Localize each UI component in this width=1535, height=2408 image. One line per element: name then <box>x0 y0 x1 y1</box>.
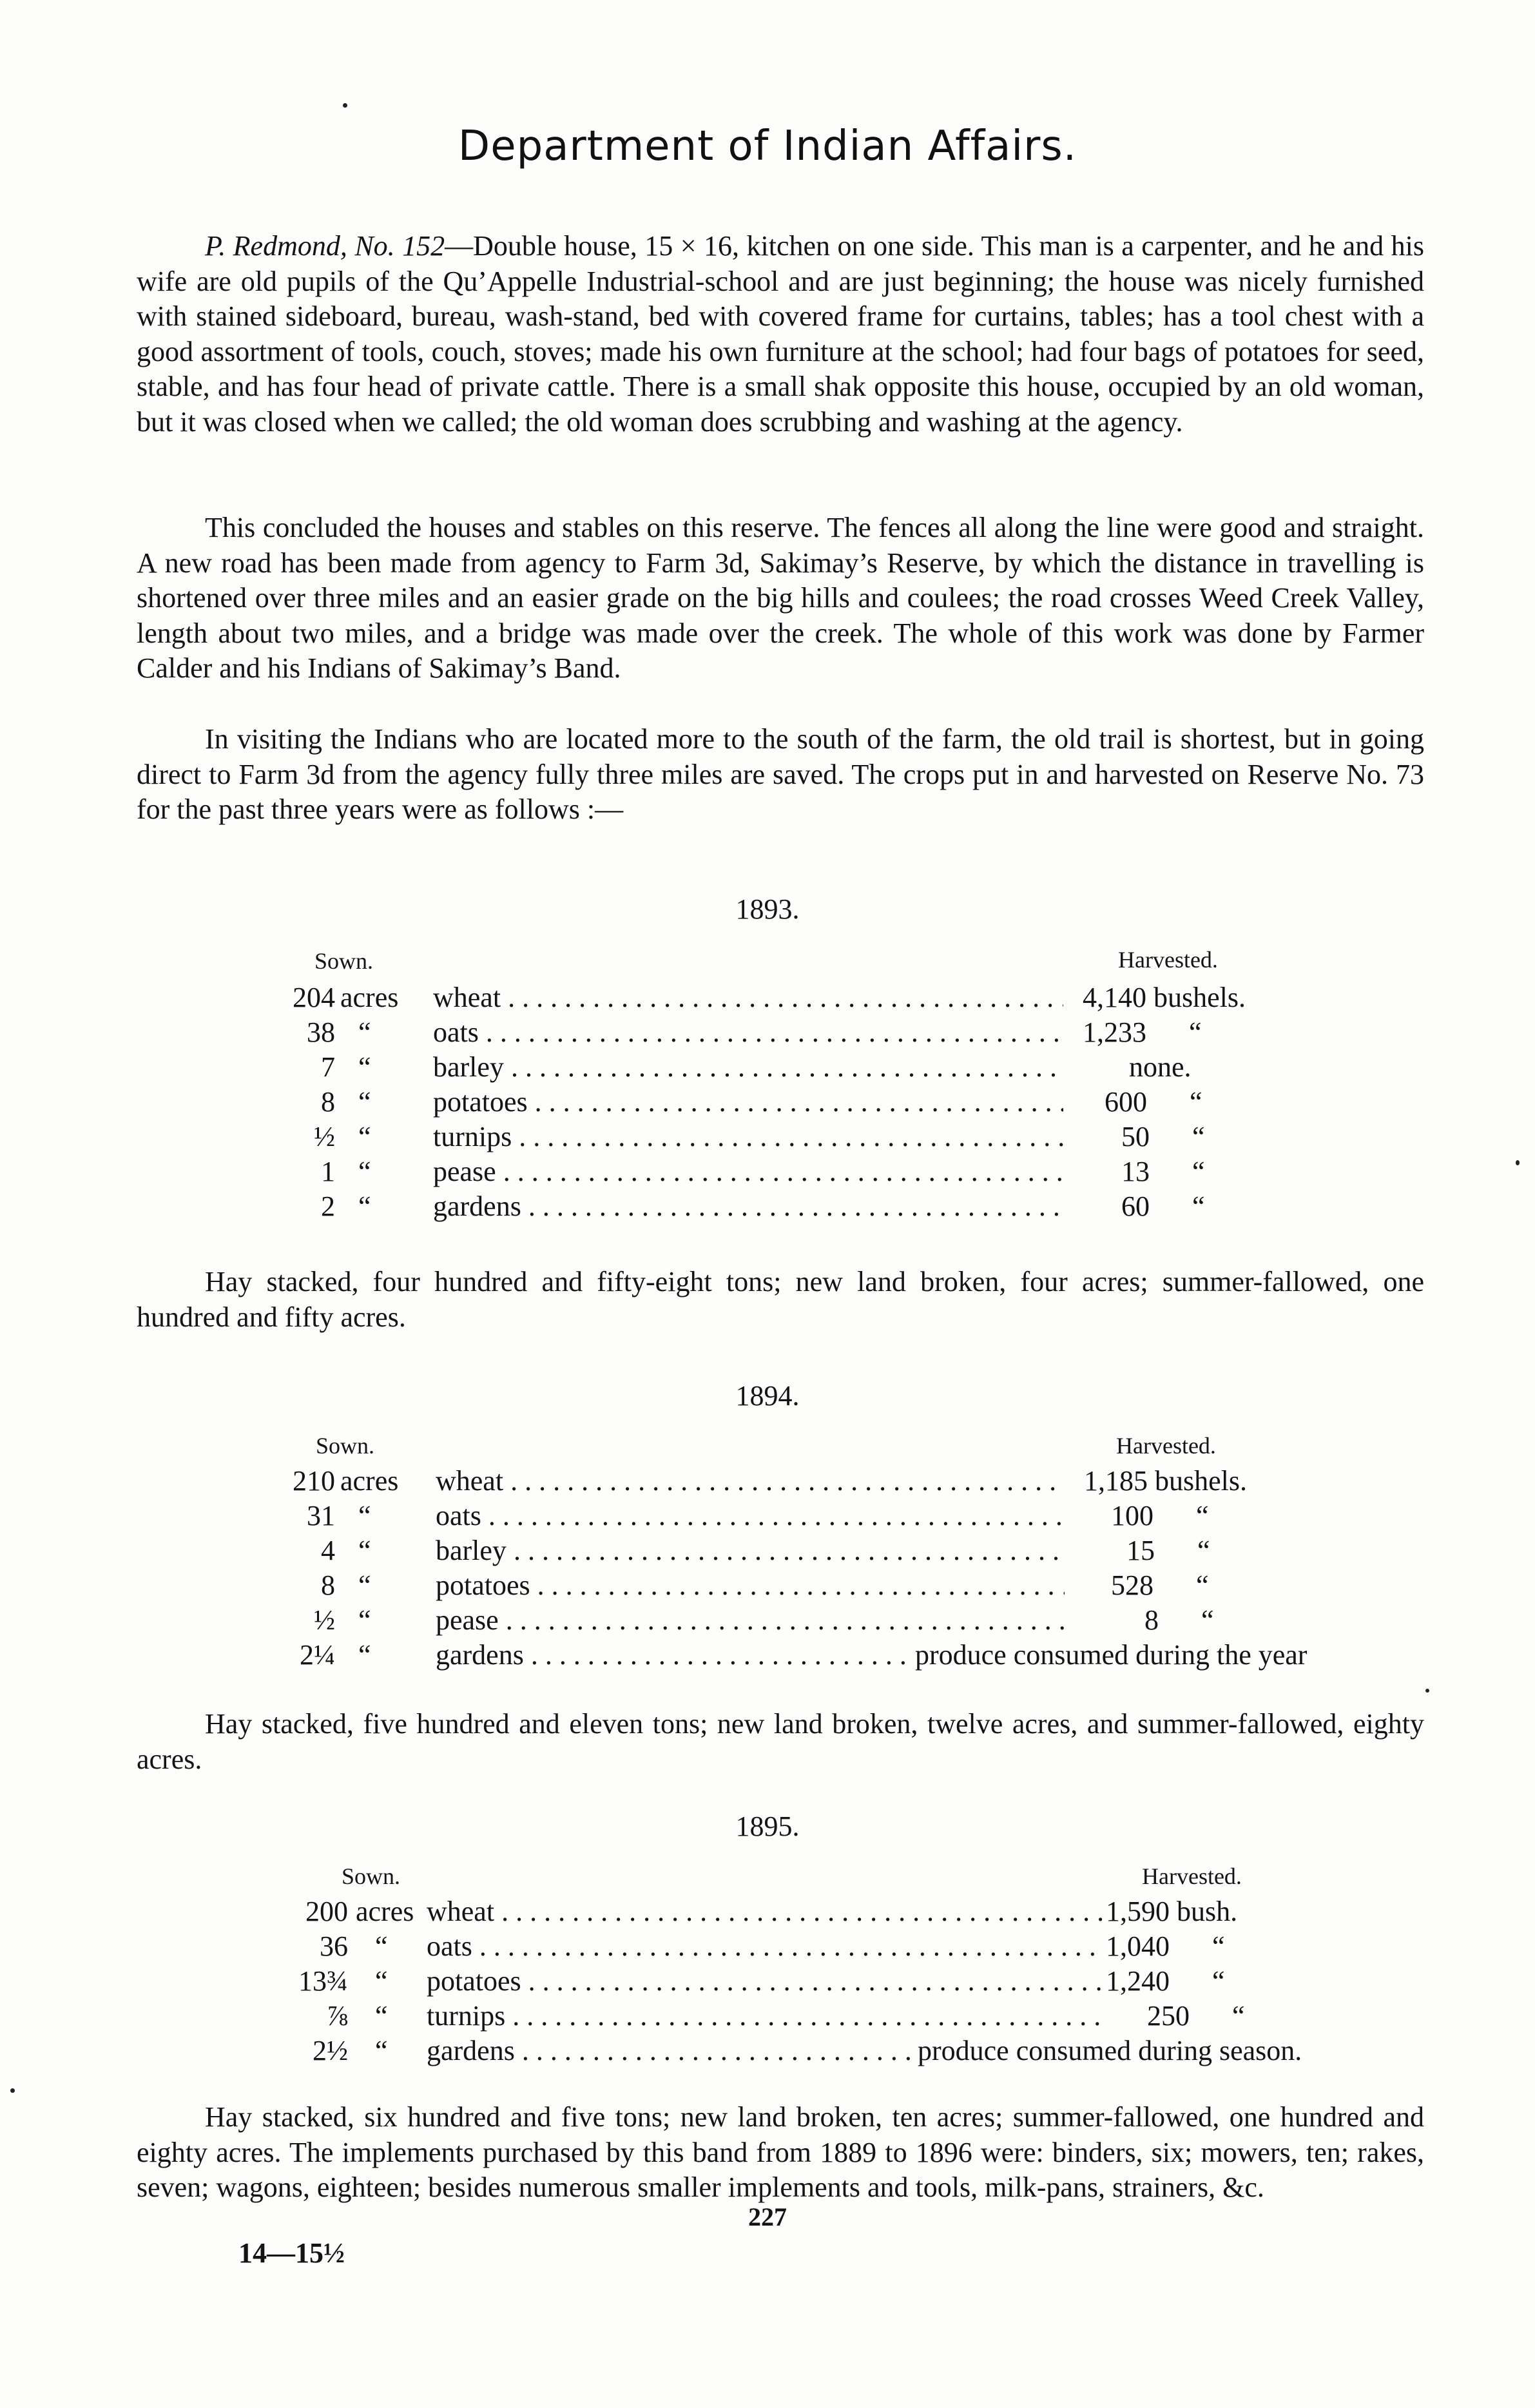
year-heading-1895: 1895. <box>735 1811 800 1842</box>
harvested-column-header: Harvested. <box>1142 1863 1242 1889</box>
crop-name: barley . . . <box>433 1051 1063 1083</box>
harvested-amount: 600 “ <box>1105 1086 1202 1118</box>
harvested-amount: 13 “ <box>1121 1156 1205 1187</box>
sown-amount: 36 <box>320 1930 348 1962</box>
summary-1894 <box>137 1707 1424 1777</box>
page-title: Department of Indian Affairs. <box>458 122 1077 170</box>
sown-unit: “ <box>375 2000 388 2032</box>
sown-amount: 8 <box>321 1086 335 1118</box>
crop-name: gardens . . . <box>433 1190 1063 1223</box>
crop-name: barley . . . <box>436 1534 1065 1567</box>
harvested-amount: 60 “ <box>1121 1190 1205 1222</box>
sown-amount: ½ <box>314 1604 335 1636</box>
summary-text: Hay stacked, six hundred and five tons; new land broken, ten acres; summer-fallowed, one hundred and eighty acres. The implements purchased by this band from 1889 to 1896 were: binders, six; mowers, ten; rakes, seven; wagons, eighteen; besides numerous smaller implements and tools, milk-pans, strainers, &c. <box>137 2101 1424 2203</box>
sown-unit: “ <box>358 1016 371 1048</box>
harvested-amount: 1,185 bushels. <box>1084 1465 1247 1497</box>
sown-unit: acres <box>340 982 399 1013</box>
sown-amount: ⅞ <box>327 2000 348 2032</box>
page-number: 227 <box>748 2202 787 2231</box>
crop-name: turnips . . . <box>427 1999 1103 2032</box>
sown-unit: “ <box>358 1156 371 1187</box>
harvested-amount: 1,590 bush. <box>1106 1896 1238 1927</box>
harvested-amount: 4,140 bushels. <box>1083 982 1246 1013</box>
crop-name: wheat . . . <box>436 1464 1065 1497</box>
sown-unit: “ <box>358 1535 371 1566</box>
year-heading-1893: 1893. <box>735 893 800 925</box>
harvested-amount: 1,233 “ <box>1083 1016 1202 1048</box>
sown-amount: 38 <box>307 1016 335 1048</box>
crop-name: pease . . . <box>433 1155 1063 1188</box>
sown-amount: 7 <box>321 1051 335 1083</box>
sown-unit: acres <box>356 1896 414 1927</box>
harvested-amount: 250 “ <box>1147 2000 1245 2032</box>
harvested-amount: none. <box>1129 1051 1192 1083</box>
crop-name: potatoes . . . <box>436 1569 1065 1602</box>
harvested-amount: 1,040 “ <box>1106 1930 1225 1962</box>
sown-amount: 2½ <box>313 2035 348 2066</box>
sown-unit: “ <box>358 1086 371 1118</box>
year-heading-1894: 1894. <box>735 1380 800 1412</box>
print-speck <box>10 2088 15 2093</box>
sown-unit: “ <box>358 1604 371 1636</box>
paragraph-text: This concluded the houses and stables on this reserve. The fences all along the line were good and straight. A new road has been made from agency to Farm 3d, Sakimay’s Reserve, by which the distance in travelling is shortened over three miles and an easier grade on the big hills and coulees; the road crosses Weed Creek Valley, length about two miles, and a bridge was made over the creek. The whole of this work was done by Farmer Calder and his Indians of Sakimay’s Band. <box>137 512 1424 684</box>
summary-text: Hay stacked, four hundred and fifty-eight tons; new land broken, four acres; summer-fallowed, one hundred and fifty acres. <box>137 1266 1424 1333</box>
print-speck <box>1516 1160 1520 1165</box>
sown-unit: “ <box>358 1190 371 1222</box>
paragraph-redmond <box>137 229 1424 440</box>
sown-amount: 204 <box>293 982 335 1013</box>
paragraph-crops-intro <box>137 722 1424 828</box>
crop-name: potatoes . . . <box>427 1965 1103 1997</box>
sown-unit: acres <box>340 1465 399 1497</box>
crop-name: oats . . . <box>433 1016 1063 1049</box>
harvested-column-header: Harvested. <box>1118 947 1218 973</box>
paragraph-lead: P. Redmond, No. 152 <box>205 230 445 262</box>
sown-amount: 2 <box>321 1190 335 1222</box>
harvested-amount: 1,240 “ <box>1106 1965 1225 1997</box>
sown-unit: “ <box>358 1500 371 1531</box>
sown-amount: 8 <box>321 1569 335 1601</box>
crop-name: oats . . . <box>436 1499 1065 1532</box>
summary-text: Hay stacked, five hundred and eleven tons; new land broken, twelve acres, and summer-fallowed, eighty acres. <box>137 1708 1424 1775</box>
sown-column-header: Sown. <box>316 1433 375 1459</box>
sown-unit: “ <box>375 2035 388 2066</box>
print-speck <box>1425 1689 1429 1693</box>
crop-name: gardens . . . <box>427 2034 916 2067</box>
crop-name: wheat . . . <box>427 1895 1103 1928</box>
printer-signature: 14—15½ <box>238 2237 345 2269</box>
sown-amount: 200 <box>305 1896 348 1927</box>
summary-1893 <box>137 1265 1424 1335</box>
harvested-amount: 8 “ <box>1144 1604 1214 1636</box>
harvested-amount: 50 “ <box>1121 1121 1205 1152</box>
sown-column-header: Sown. <box>342 1863 401 1889</box>
summary-1895 <box>137 2100 1424 2206</box>
sown-amount: 210 <box>293 1465 335 1497</box>
harvested-amount: 100 “ <box>1111 1500 1209 1531</box>
sown-amount: 31 <box>307 1500 335 1531</box>
sown-amount: 2¼ <box>300 1639 335 1671</box>
sown-unit: “ <box>375 1965 388 1997</box>
crop-name: gardens . . . <box>436 1638 914 1671</box>
sown-amount: 4 <box>321 1535 335 1566</box>
crop-name: wheat . . . <box>433 981 1063 1014</box>
crop-name: potatoes . . . <box>433 1085 1063 1118</box>
print-speck <box>343 103 347 108</box>
sown-column-header: Sown. <box>314 948 374 974</box>
harvested-column-header: Harvested. <box>1116 1433 1216 1459</box>
sown-unit: “ <box>358 1569 371 1601</box>
crop-name: pease . . . <box>436 1604 1065 1636</box>
crop-name: turnips . . . <box>433 1120 1063 1153</box>
paragraph-text: —Double house, 15 × 16, kitchen on one side. This man is a carpenter, and he and his wife are old pupils of the Qu’Appelle Industrial-school and are just beginning; the house was nicely furnished with stained sideboard, bureau, wash-stand, bed with covered frame for curtains, tables; has a tool chest with a good assortment of tools, couch, stoves; made his own furniture at the school; had four bags of potatoes for seed, stable, and has four head of private cattle. There is a small shak opposite this house, occupied by an old woman, but it was closed when we called; the old woman does scrubbing and washing at the agency. <box>137 230 1424 438</box>
paragraph-road <box>137 510 1424 686</box>
sown-amount: ½ <box>314 1121 335 1152</box>
sown-amount: 13¾ <box>298 1965 348 1997</box>
sown-amount: 1 <box>321 1156 335 1187</box>
sown-unit: “ <box>358 1121 371 1152</box>
crop-name: oats . . . <box>427 1930 1103 1963</box>
sown-unit: “ <box>358 1639 371 1671</box>
harvested-amount: 528 “ <box>1111 1569 1209 1601</box>
harvested-amount: produce consumed during the year <box>915 1639 1308 1671</box>
harvested-amount: produce consumed during season. <box>918 2035 1302 2066</box>
paragraph-text: In visiting the Indians who are located more to the south of the farm, the old trail is shortest, but in going direct to Farm 3d from the agency fully three miles are saved. The crops put in and harvested on Reserve No. 73 for the past three years were as follows :— <box>137 723 1424 825</box>
harvested-amount: 15 “ <box>1126 1535 1210 1566</box>
sown-unit: “ <box>358 1051 371 1083</box>
sown-unit: “ <box>375 1930 388 1962</box>
